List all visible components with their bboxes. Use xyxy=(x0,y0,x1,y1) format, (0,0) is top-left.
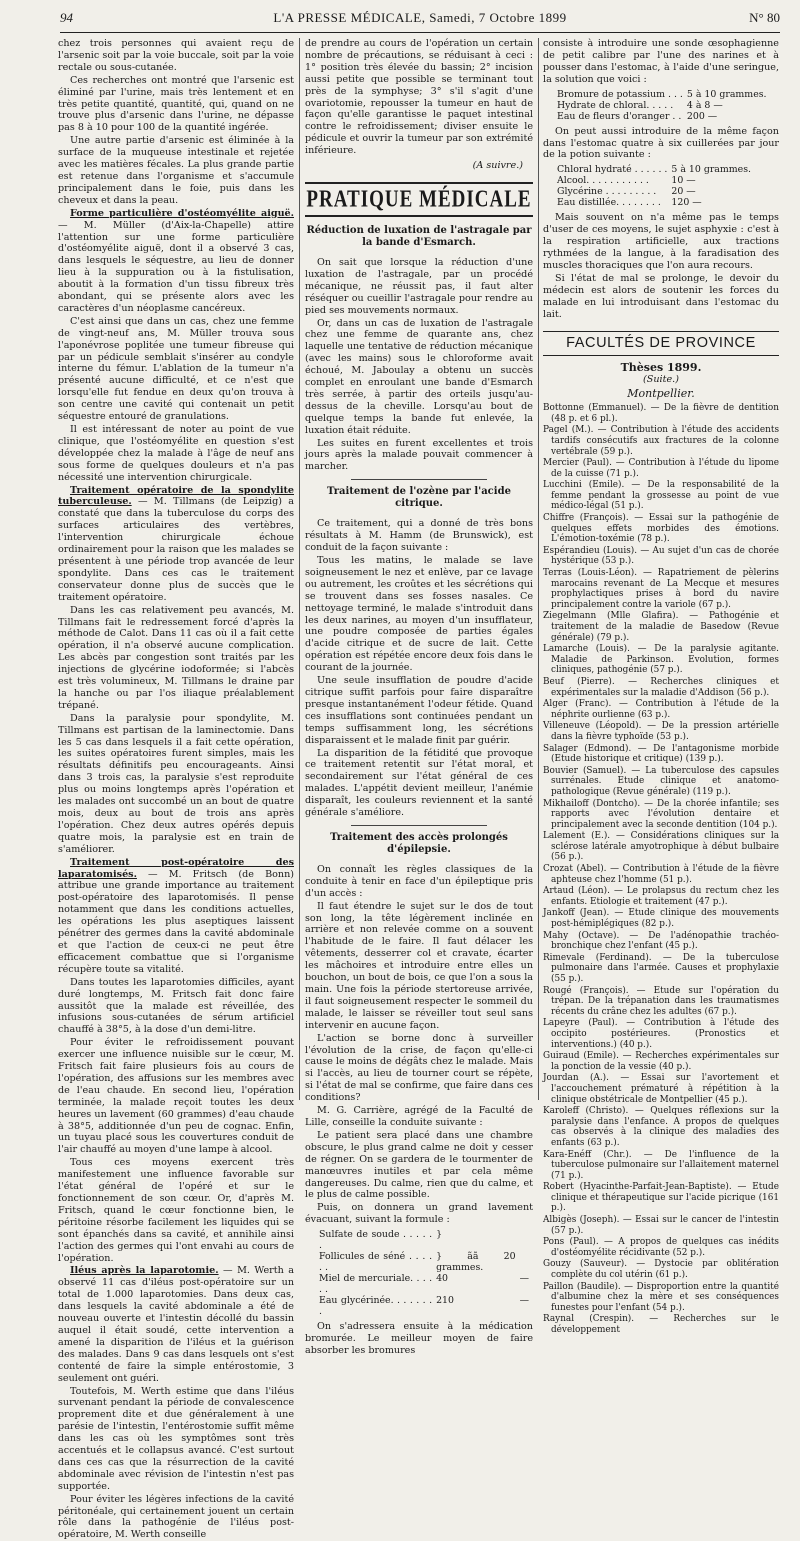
article-title: Traitement des accès prolongés d'épilepsie. xyxy=(330,831,508,855)
thesis-entry: Kara-Enéff (Chr.). — De l'influence de la tuberculose pulmonaire sur l'allaitement maternel (71 p.). xyxy=(543,1149,779,1181)
ingredient: Follicules de séné . . . . . . xyxy=(319,1251,433,1274)
ingredient: Sulfate de soude . . . . . . xyxy=(319,1229,433,1252)
thesis-entry: Ziegelmann (Mlle Glafira). — Pathogénie et traitement de la maladie de Basedow (Revue générale) (79 p.). xyxy=(543,611,779,643)
ingredient: Bromure de potassium . . . xyxy=(557,88,683,100)
column-3 xyxy=(543,38,779,1335)
paragraph: On connaît les règles classiques de la conduite à tenir en face d'un épileptique pris d'un accès : xyxy=(305,863,533,899)
paragraph: La disparition de la fétidité que provoque ce traitement retentit sur l'état moral, et secondairement sur l'état général de ces malades. L'appétit devient meilleur, l'anémie disparaît, les couleurs reviennent et la santé générale s'améliore. xyxy=(305,747,533,819)
paragraph: Les suites en furent excellentes et trois jours après la malade pouvait commencer à marcher. xyxy=(305,437,533,473)
thesis-list xyxy=(543,403,779,1335)
paragraph-text: M. Müller (d'Aix-la-Chapelle) attire l'attention sur une forme particulière d'ostéomyélite aiguë, dont il a observé 3 cas, dans lesquels le séquestre, au lieu de donner lieu à la suppuration ou à la fistulisation, aboutit à la formation d'un tissu fibreux très abondant, qui se présente alors avec les caractères d'un néoplasme cancéreux. xyxy=(58,219,294,314)
divider xyxy=(351,825,488,826)
thesis-entry: Villeneuve (Léopold). — De la pression artérielle dans la fièvre typhoïde (53 p.). xyxy=(543,721,779,742)
ingredient: Eau de fleurs d'oranger . . xyxy=(557,110,682,122)
paragraph: Pour éviter les légères infections de la cavité péritonéale, qui certainement jouent un certain rôle dans la pathogénie de l'iléus post-opératoire, M. Werth conseille xyxy=(58,1493,294,1541)
run-in-heading: Traitement post-opératoire des laparatomisés. xyxy=(58,856,294,880)
unit: — xyxy=(519,1295,529,1307)
thesis-entry: Crozat (Abel). — Contribution à l'étude de la fièvre aphteuse chez l'homme (51 p.). xyxy=(543,864,779,885)
thesis-entry: Albigès (Joseph). — Essai sur le cancer de l'intestin (57 p.). xyxy=(543,1215,779,1236)
thesis-entry: Mercier (Paul). — Contribution à l'étude du lipome de la cuisse (71 p.). xyxy=(543,458,779,479)
continued-note: (A suivre.) xyxy=(472,160,523,172)
thesis-entry: Karoleff (Christo). — Quelques réflexions sur la paralysie dans l'enfance. A propos de quelques cas observés à la clinique des maladies des enfants (63 p.). xyxy=(543,1106,779,1148)
paragraph: consiste à introduire une sonde œsophagienne de petit calibre par l'une des narines et à pousser dans l'estomac, à l'aide d'une seringue, la solution que voici : xyxy=(543,38,779,85)
prescription-row xyxy=(319,1295,533,1317)
paragraph: M. G. Carrière, agrégé de la Faculté de Lille, conseille la conduite suivante : xyxy=(305,1105,533,1128)
section-banner xyxy=(305,182,533,217)
quantity: 4 à 8 — xyxy=(686,99,723,111)
prescription-table xyxy=(557,89,771,122)
divider xyxy=(351,479,488,480)
thesis-entry: Mahy (Octave). — De l'adénopathie trachéo-bronchique chez l'enfant (45 p.). xyxy=(543,930,779,952)
prescription-row xyxy=(557,175,755,186)
quantity: 210 xyxy=(436,1295,454,1307)
paragraph: Une autre partie d'arsenic est éliminée à la surface de la muqueuse intestinale et rejetée avec les matières fécales. La plus grande partie est retenue dans l'organisme et s'accumule principalement dans le foie, puis dans les cheveux et dans la peau. xyxy=(58,135,294,206)
paragraph: Si l'état de mal se prolonge, le devoir du médecin est alors de soutenir les forces du malade en lui introduisant dans l'estomac du lait. xyxy=(543,272,779,320)
paragraph: Tous ces moyens exercent très manifestement une influence favorable sur l'état général de l'opéré et sur le fonctionnement de son cœur. Or, d'après M. Fritsch, quand le cœur fonctionne bien, le péritoine résorbe facilement les liquides qui se sont épanchés dans sa cavité, et annihile ainsi l'action des germes qui l'ont envahi au cours de l'opération. xyxy=(58,1157,294,1264)
column-1: chez trois personnes qui avaient reçu de l'arsenic soit par la voie buccale, soit par la voie rectale ou sous-cutanée. Ces recherches ont montré que l'arsenic est éliminé par l'urine, mais très lentement et en très petite quantité, quantité, qui, quand on ne trouve plus d'arsenic dans l'urine, ne dépasse pas 8 à 10 pour 100 de la quantité ingérée. Une autre partie d'arsenic est éliminée à la surface de la muqueuse intestinale et rejetée avec les matières fécales. La plus grande partie est retenue dans l'organisme et s'accumule principalement dans le foie, puis dans les cheveux et dans la peau. Forme particulière d'ostéomyélite aiguë. — M. Müller (d'Aix-la-Chapelle) attire l'attention sur une forme particulière d'ostéomyélite aiguë, dont il a observé 3 cas, dans lesquels le séquestre, au lieu de donner lieu à la suppuration ou à la fistulisation, aboutit à la formation d'un tissu fibreux très abondant, qui se présente alors avec les caractères d'un néoplasme cancéreux. C'est ainsi que dans un cas, chez une femme de vingt-neuf ans, M. Müller trouva sous l'aponévrose poplitée une tumeur fibreuse qui par un pédicule semblait s'insérer au condyle interne du fémur. L'ablation de la tumeur n'a présenté aucune difficulté, et ce n'est que lorsqu'elle fut fendue en deux qu'on trouva à son centre une cavité qui contenait un petit séquestre entouré de granulations. Il est intéressant de noter au point de vue clinique, que l'ostéomyélite en question s'est développée chez la malade à l'âge de neuf ans sous forme de quelques douleurs et n'a pas nécessité une intervention chirurgicale. Traitement opératoire de la spondylite tuberculeuse. — M. Tillmans (de Leipzig) a constaté que dans la tuberculose du corps des surfaces articulaires des vertèbres, l'intervention chirurgicale échoue ordinairement pour la raison que les malades se présentent à une période trop avancée de leur spondylite. Dans ces cas le traitement conservateur donne plus de succès que le traitement opératoire. Dans les cas relativement peu avancés, M. Tillmans fait le redressement forcé d'après la méthode de Calot. Dans 11 cas où il a fait cette opération, il n'a observé aucune complication. Les abcès par congestion sont traités par les injections de glycérine iodoformée; si l'abcès est très volumineux, M. Tillmans le draine par la hanche ou par l'os iliaque préalablement trépané. Dans la paralysie pour spondylite, M. Tillmans est partisan de la laminectomie. Dans les 5 cas dans lesquels il a fait cette opération, les suites opératoires furent simples, mais les résultats définitifs peu encourageants. Ainsi dans 3 trois cas, la paralysie s'est reproduite plus ou moins longtemps après l'opération et les malades ont succombé un an bout de quatre mois, deux au bout de trois ans après l'opération. Chez deux autres opérés depuis quatre mois, la paralysie est en train de s'améliorer. Traitement post-opératoire des laparatomisés. — M. Fritsch (de Bonn) attribue une grande importance au traitement post-opératoire des laparotomisés. Il pense notamment que dans les conditions actuelles, les opérations les plus aseptiques laissent pénétrer des germes dans la cavité abdominale et que l'action de ceux-ci ne peut être efficacement combattue que si l'organisme récupère toute sa vitalité. Dans toutes les laparotomies difficiles, ayant duré longtemps, M. Fritsch fait donc faire aussitôt que la malade est réveillée, des infusions sous-cutanées de sérum artificiel chauffé à 38°5, à la dose d'un demi-litre. Pour éviter le refroidissement pouvant exercer une influence nuisible sur le cœur, M. Fritsch fait faire plusieurs fois au cours de l'opération, des affusions sur les membres avec de l'eau chaude. En second lieu, l'opération terminée, la malade reçoit toutes les deux heures un lavement (60 grammes) d'eau chaude à 38°5, additionnée d'un peu de cognac. Enfin, un tuyau placé sous les couvertures conduit de l'air chauffé au moyen d'une lampe à alcool. Tous ces moyens exercent très manifestement une influence favorable sur l'état général de l'opéré et sur le fonctionnement de son cœur. Or, d'après M. Fritsch, quand le cœur fonctionne bien, le péritoine résorbe facilement les liquides qui se sont épanchés dans sa cavité, et annihile ainsi l'action des germes qui l'ont envahi au cours de l'opération. Iléus après la laparotomie. — M. Werth a observé 11 cas d'iléus post-opératoire sur un total de 1.000 laparotomies. Dans deux cas, dans lesquels la cavité abdominale a été de nouveau ouverte et l'intestin décollé du bassin auquel il était soudé, cette intervention a amené la disparition de l'iléus et la guérison des malades. Dans 9 cas dans lesquels ont s'est contenté de faire la simple entérostomie, 3 seulement ont guéri. Toutefois, M. Werth estime que dans l'iléus survenant pendant la période de convalescence proprement dite et due généralement à une parésie de l'intestin, l'entérostomie suffit même dans les cas où les symptômes sont très accentués et le collapsus avancé. C'est surtout dans ces cas que la résurrection de la cavité abdominale avec révision de l'intestin n'est pas supportée. Pour éviter les légères infections de la cavité péritonéale, qui certainement jouent un certain rôle dans la pathogénie de l'iléus post-opératoire, M. Werth conseille xyxy=(58,38,295,1541)
paragraph-text: M. Werth a observé 11 cas d'iléus post-opératoire sur un total de 1.000 laparotomies. Dans deux cas, dans lesquels la cavité abdominale a été de nouveau ouverte et l'intestin décollé du bassin auquel il était soudé, cette intervention a amené la disparition de l'iléus et la guérison des malades. Dans 9 cas dans lesquels ont s'est contenté de faire la simple entérostomie, 3 seulement ont guéri. xyxy=(58,1265,294,1384)
paragraph-text: M. Tillmans (de Leipzig) a constaté que dans la tuberculose du corps des surfaces articulaires des vertèbres, l'intervention chirurgicale échoue ordinairement pour la raison que les malades se présentent à une période trop avancée de leur spondylite. Dans ces cas le traitement conservateur donne plus de succès que le traitement opératoire. xyxy=(58,496,295,603)
ingredient: Miel de mercuriale. . . . . . xyxy=(319,1273,433,1296)
paragraph: On peut aussi introduire de la même façon dans l'estomac quatre à six cuillerées par jour de la potion suivante : xyxy=(543,125,779,161)
column-rule-1 xyxy=(299,38,300,1100)
thesis-entry: Paillon (Baudile). — Disproportion entre la quantité d'albumine chez la mère et ses conséquences funestes pour l'enfant (54 p.). xyxy=(543,1281,779,1313)
prescription-row xyxy=(557,197,755,208)
prescription-row xyxy=(319,1251,533,1273)
thesis-entry: Beuf (Pierre). — Recherches cliniques et expérimentales sur la maladie d'Addison (56 p.). xyxy=(543,676,779,698)
run-in-heading: Forme particulière d'ostéomyélite aiguë. xyxy=(70,207,294,219)
prescription-row xyxy=(557,100,771,111)
prescription-row xyxy=(319,1229,533,1251)
paragraph: Tous les matins, le malade se lave soigneusement le nez et enlève, par ce lavage ou autrement, les croûtes et les sécrétions qui se trouvent dans ses fosses nasales. Ce nettoyage terminé, le malade s'introduit dans les deux narines, au moyen d'un insufflateur, une poudre composée de parties égales d'acide citrique et de sucre de lait. Cette opération est répétée encore deux fois dans le courant de la journée. xyxy=(305,555,533,674)
prescription-row xyxy=(557,164,755,175)
quantity: } ãã 20 grammes. xyxy=(436,1251,516,1274)
thesis-entry: Robert (Hyacinthe-Parfait-Jean-Baptiste). — Etude clinique et thérapeutique sur l'acide picrique (161 p.). xyxy=(543,1182,779,1214)
thesis-entry: Espérandieu (Louis). — Au sujet d'un cas de chorée hystérique (53 p.). xyxy=(543,545,779,567)
quantity: 5 à 10 grammes. xyxy=(686,88,767,100)
quantity: 40 xyxy=(436,1273,448,1285)
paragraph: chez trois personnes qui avaient reçu de l'arsenic soit par la voie buccale, soit par la voie rectale ou sous-cutanée. xyxy=(58,38,294,73)
thesis-entry: Jankoff (Jean). — Etude clinique des mouvements post-hémiplégiques (82 p.). xyxy=(543,908,779,930)
paragraph: Dans les cas relativement peu avancés, M. Tillmans fait le redressement forcé d'après la méthode de Calot. Dans 11 cas où il a fait cette opération, il n'a observé aucune complication. Les abcès par congestion sont traités par les injections de glycérine iodoformée; si l'abcès est très volumineux, M. Tillmans le draine par la hanche ou par l'os iliaque préalablement trépané. xyxy=(58,604,294,711)
paragraph: Le patient sera placé dans une chambre obscure, le plus grand calme ne doit y cesser de régner. On se gardera de le tourmenter de manœuvres inutiles et par cela même dangereuses. Du calme, rien que du calme, et le plus de calme possible. xyxy=(305,1129,533,1201)
paragraph: Mais souvent on n'a même pas le temps d'user de ces moyens, le sujet asphyxie : c'est à la respiration artificielle, aux tractions rythmées de la langue, à la faradisation des muscles thoraciques que l'on aura recours. xyxy=(543,212,779,271)
paragraph: C'est ainsi que dans un cas, chez une femme de vingt-neuf ans, M. Müller trouva sous l'aponévrose poplitée une tumeur fibreuse qui par un pédicule semblait s'insérer au condyle interne du fémur. L'ablation de la tumeur n'a présenté aucune difficulté, et ce n'est que lorsqu'elle fut fendue en deux qu'on trouva à son centre une cavité qui contenait un petit séquestre entouré de granulations. xyxy=(58,315,294,423)
thesis-entry: Lamarche (Louis). — De la paralysie agitante. Maladie de Parkinson. Evolution, formes cliniques, pathogénie (57 p.). xyxy=(543,644,779,676)
paragraph: Or, dans un cas de luxation de l'astragale chez une femme de quarante ans, chez laquelle une tentative de réduction mécanique (avec les mains) sous le chloroforme avait échoué, M. Jaboulay a obtenu un succès complet en enroulant une bande d'Esmarch très serrée, à partir des orteils jusqu'au-dessus de la cheville. Lorsqu'au bout de quelque temps la bande fut enlevée, la luxation était réduite. xyxy=(305,317,533,436)
quantity: } xyxy=(436,1229,443,1241)
article-title: Traitement de l'ozène par l'acide citrique. xyxy=(327,486,511,510)
prescription-row xyxy=(557,89,771,100)
section-banner xyxy=(543,331,779,357)
section-title: PRATIQUE MÉDICALE xyxy=(306,186,532,213)
quantity: 5 à 10 grammes. xyxy=(671,164,752,176)
thesis-entry: Pagel (M.). — Contribution à l'étude des accidents tardifs consécutifs aux fractures de la colonne vertébrale (59 p.). xyxy=(543,425,779,457)
unit xyxy=(520,1251,533,1273)
continued-label: (Suite.) xyxy=(643,374,679,386)
prescription-table xyxy=(319,1229,533,1317)
paragraph: Ce traitement, qui a donné de très bons résultats à M. Hamm (de Brunswick), est conduit de la façon suivante : xyxy=(305,518,533,554)
paragraph: de prendre au cours de l'opération un certain nombre de précautions, se réduisant à ceci : 1° position très élevée du bassin; 2° incision aussi petite que possible se terminant tout près de la symphyse; 3° s'il s'agit d'une ovariotomie, repousser la tumeur en haut de façon qu'elle garantisse le paquet intestinal contre le refroidissement; diviser ensuite le pédicule et ouvrir la tumeur par son extrémité inférieure. xyxy=(305,38,533,157)
unit: — xyxy=(519,1273,529,1285)
thesis-entry: Lucchini (Emile). — De la responsabilité de la femme pendant la grossesse au point de vue médico-légal (51 p.). xyxy=(543,480,779,512)
paragraph: Une seule insufflation de poudre d'acide citrique suffit parfois pour faire disparaître presque instantanément l'odeur fétide. Quand ces insufflations sont continuées pendant un temps suffisamment long, les sécrétions disparaissent et le malade finit par guérir. xyxy=(305,675,533,746)
paragraph: Pour éviter le refroidissement pouvant exercer une influence nuisible sur le cœur, M. Fritsch fait faire plusieurs fois au cours de l'opération, des affusions sur les membres avec de l'eau chaude. En second lieu, l'opération terminée, la malade reçoit toutes les deux heures un lavement (60 grammes) d'eau chaude à 38°5, additionnée d'un peu de cognac. Enfin, un tuyau placé sous les couvertures conduit de l'air chauffé au moyen d'une lampe à alcool. xyxy=(58,1037,294,1156)
quantity: 120 — xyxy=(671,197,702,209)
paragraph-text: M. Fritsch (de Bonn) attribue une grande importance au traitement post-opératoire des laparotomisés. Il pense notamment que dans les conditions actuelles, les opérations les plus aseptiques laissent pénétrer des germes dans la cavité abdominale et que l'action de ceux-ci ne peut être efficacement combattue que si l'organisme récupère toute sa vitalité. xyxy=(58,868,294,975)
paragraph: L'action se borne donc à surveiller l'évolution de la crise, de façon qu'elle-ci cause le moins de dégâts chez le malade. Mais si l'accès, au lieu de tourner court se répète, si l'état de mal se confirme, que faire dans ces conditions? xyxy=(305,1032,533,1104)
column-rule-2 xyxy=(538,38,539,1100)
ingredient: Chloral hydraté . . . . . . xyxy=(557,164,668,176)
thesis-entry: Bouvier (Samuel). — La tuberculose des capsules surrénales. Etude clinique et anatomo-pathologique (Revue générale) (119 p.). xyxy=(543,765,779,797)
quantity: 10 — xyxy=(671,175,696,187)
prescription-row xyxy=(319,1273,533,1295)
prescription-table xyxy=(557,164,755,208)
paragraph: Il est intéressant de noter au point de vue clinique, que l'ostéomyélite en question s'est développée chez la malade à l'âge de neuf ans sous forme de quelques douleurs et n'a pas nécessité une intervention chirurgicale. xyxy=(58,424,294,483)
ingredient: Hydrate de chloral. . . . . xyxy=(557,99,674,111)
theses-title: Thèses 1899. xyxy=(620,361,702,375)
page-header xyxy=(60,8,780,33)
ingredient: Eau glycérinée. . . . . . . . xyxy=(319,1295,433,1318)
paragraph: Dans la paralysie pour spondylite, M. Tillmans est partisan de la laminectomie. Dans les 5 cas dans lesquels il a fait cette opération, les suites opératoires furent simples, mais les résultats définitifs peu encourageants. Ainsi dans 3 trois cas, la paralysie s'est reproduite plus ou moins longtemps après l'opération et les malades ont succombé un an bout de quatre mois, deux au bout de trois ans après l'opération. Chez deux autres opérés depuis quatre mois, la paralysie est en train de s'améliorer. xyxy=(58,712,294,855)
paragraph: On sait que lorsque la réduction d'une luxation de l'astragale, par un procédé mécanique, ne réussit pas, il faut alter réséquer ou cueillir l'astragale pour rendre au pied ses mouvements normaux. xyxy=(305,256,533,316)
thesis-entry: Jourdan (A.). — Essai sur l'avortement et l'accouchement prématuré à répétition à la clinique obstétricale de Montpellier (45 p.). xyxy=(543,1073,779,1105)
thesis-entry: Lalement (E.). — Considérations cliniques sur la sclérose latérale amyotrophique à début bulbaire (56 p.). xyxy=(543,831,779,863)
thesis-entry: Alger (Franc). — Contribution à l'étude de la néphrite ourlienne (63 p.). xyxy=(543,699,779,720)
ingredient: Eau distillée. . . . . . . . xyxy=(557,197,661,209)
run-in-heading: Iléus après la laparotomie. xyxy=(70,1265,219,1277)
page-number: 94 xyxy=(60,10,73,25)
paragraph: Toutefois, M. Werth estime que dans l'iléus survenant pendant la période de convalescence proprement dite et due généralement à une parésie de l'intestin, l'entérostomie suffit même dans les cas où les symptômes sont très accentués et le collapsus avancé. C'est surtout dans ces cas que la résurrection de la cavité abdominale avec révision de l'intestin n'est pas supportée. xyxy=(58,1385,294,1492)
thesis-entry: Guiraud (Emile). — Recherches expérimentales sur la ponction de la vessie (40 p.). xyxy=(543,1051,779,1072)
column-2 xyxy=(305,38,533,1356)
ingredient: Glycérine . . . . . . . . . xyxy=(557,186,657,198)
thesis-entry: Artaud (Léon). — Le prolapsus du rectum chez les enfants. Etiologie et traitement (47 p.). xyxy=(543,886,779,907)
thesis-entry: Gouzy (Sauveur). — Dystocie par oblitération complète du col utérin (61 p.). xyxy=(543,1259,779,1281)
unit xyxy=(520,1229,533,1251)
thesis-entry: Rougé (François). — Etude sur l'opération du trépan. De la trépanation dans les traumatismes récents du crâne chez les adultes (67 p.). xyxy=(543,985,779,1017)
paragraph: Dans toutes les laparotomies difficiles, ayant duré longtemps, M. Fritsch fait donc faire aussitôt que la malade est réveillée, des infusions sous-cutanées de sérum artificiel chauffé à 38°5, à la dose d'un demi-litre. xyxy=(58,976,294,1036)
thesis-entry: Terras (Louis-Léon). — Rapatriement de pèlerins marocains revenant de La Mecque et mesures prophylactiques prises à bord du navire principalement contre la variole (67 p.). xyxy=(543,568,779,610)
thesis-entry: Bottonne (Emmanuel). — De la fièvre de dentition (48 p. et 6 pl.). xyxy=(543,403,779,424)
thesis-entry: Mikhailoff (Dontcho). — De la chorée infantile; ses rapports avec l'évolution dentaire et principalement avec la seconde dentition (104 p.). xyxy=(543,798,779,830)
paragraph: On s'adressera ensuite à la médication bromurée. Le meilleur moyen de faire absorber les bromures xyxy=(305,1321,533,1356)
thesis-entry: Pons (Paul). — A propos de quelques cas inédits d'ostéomyélite récidivante (52 p.). xyxy=(543,1237,779,1258)
article-title: Réduction de luxation de l'astragale par la bande d'Esmarch. xyxy=(306,224,532,248)
thesis-entry: Chiffre (François). — Essai sur la pathogénie de quelques effets morbides des émotions. L'émotion-toxémie (78 p.). xyxy=(543,513,779,545)
city-heading: Montpellier. xyxy=(627,387,695,401)
paragraph: Ces recherches ont montré que l'arsenic est éliminé par l'urine, mais très lentement et en très petite quantité, quantité, qui, quand on ne trouve plus d'arsenic dans l'urine, ne dépasse pas 8 à 10 pour 100 de la quantité ingérée. xyxy=(58,74,294,134)
thesis-entry: Lapeyre (Paul). — Contribution à l'étude des occipito postérieures. (Pronostics et interventions.) (40 p.). xyxy=(543,1018,779,1050)
paragraph: Puis, on donnera un grand lavement évacuant, suivant la formule : xyxy=(305,1202,533,1226)
thesis-entry: Rimevale (Ferdinand). — De la tuberculose pulmonaire dans l'armée. Causes et prophylaxie (55 p.). xyxy=(543,952,779,984)
prescription-row xyxy=(557,186,755,197)
issue-number: N° 80 xyxy=(749,10,780,25)
ingredient: Alcool. . . . . . . . . . . xyxy=(557,175,649,187)
paragraph: Il faut étendre le sujet sur le dos de tout son long, la tête légèrement inclinée en arrière et non relevée comme on a souvent l'habitude de le faire. Il faut délacer les vêtements, desserrer col et cravate, écarter les mâchoires et introduire entre elles un bouchon, un bout de bois, ce que l'on a sous la main. Une fois la période stertoreuse arrivée, il faut soigneusement respecter le sommeil du malade, le laisser se réveiller tout seul sans intervenir en aucune façon. xyxy=(305,900,533,1031)
quantity: 20 — xyxy=(671,186,696,198)
quantity: 200 — xyxy=(686,110,718,122)
section-title: FACULTÉS DE PROVINCE xyxy=(566,334,756,351)
thesis-entry: Salager (Edmond). — De l'antagonisme morbide (Etude historique et critique) (139 p.). xyxy=(543,743,779,765)
run-in-heading: Traitement opératoire de la spondylite tuberculeuse. xyxy=(58,484,294,508)
journal-title: L'A PRESSE MÉDICALE, Samedi, 7 Octobre 1899 xyxy=(273,10,567,25)
thesis-entry: Raynal (Crespin). — Recherches sur le développement xyxy=(543,1314,779,1335)
prescription-row xyxy=(557,111,771,122)
